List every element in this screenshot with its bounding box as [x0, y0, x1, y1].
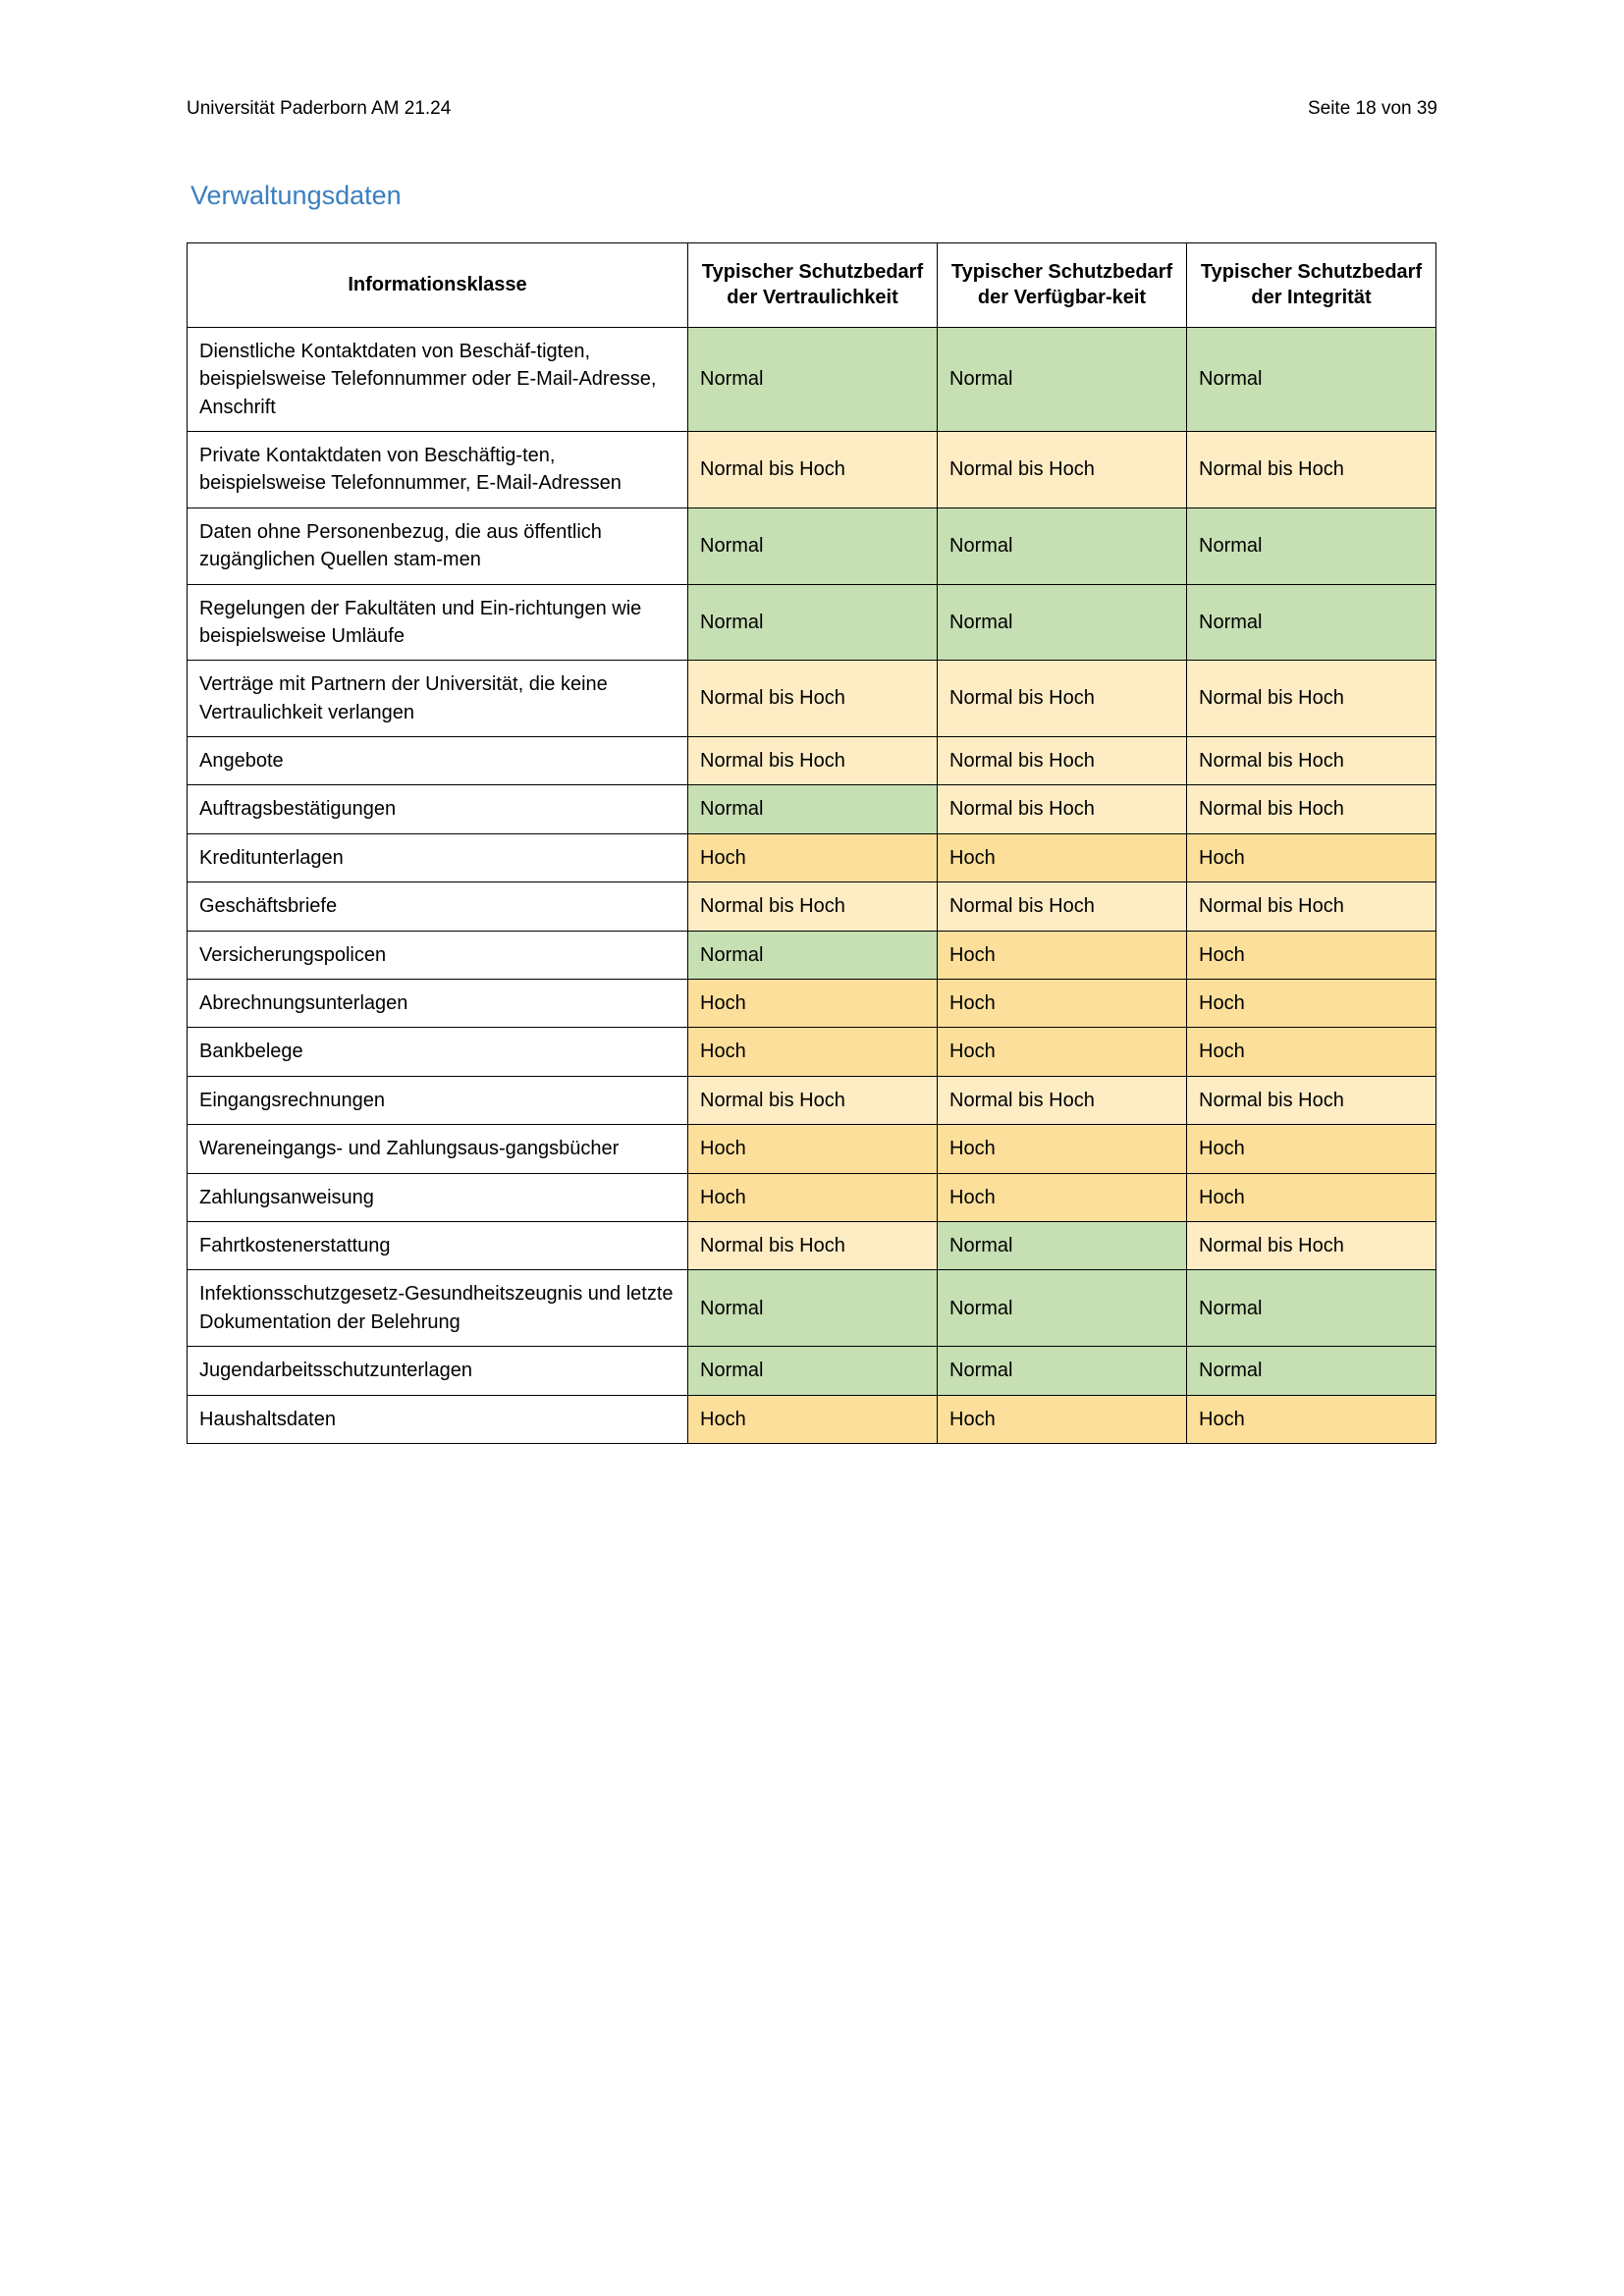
table-row — [188, 1347, 1436, 1395]
table-body — [188, 327, 1436, 1443]
cell-verfuegbarkeit: Hoch — [938, 980, 1187, 1028]
cell-verfuegbarkeit: Hoch — [938, 1028, 1187, 1076]
cell-integritaet: Normal bis Hoch — [1187, 882, 1436, 931]
cell-informationsklasse: Eingangsrechnungen — [188, 1076, 688, 1124]
cell-informationsklasse: Abrechnungsunterlagen — [188, 980, 688, 1028]
cell-verfuegbarkeit: Normal bis Hoch — [938, 882, 1187, 931]
cell-informationsklasse: Auftragsbestätigungen — [188, 785, 688, 833]
table-row — [188, 882, 1436, 931]
cell-verfuegbarkeit: Hoch — [938, 931, 1187, 979]
cell-vertraulichkeit: Hoch — [688, 833, 938, 881]
cell-informationsklasse: Versicherungspolicen — [188, 931, 688, 979]
cell-integritaet: Normal bis Hoch — [1187, 737, 1436, 785]
cell-verfuegbarkeit: Hoch — [938, 833, 1187, 881]
cell-vertraulichkeit: Normal — [688, 785, 938, 833]
cell-integritaet: Normal — [1187, 1270, 1436, 1347]
table-header — [188, 243, 1436, 328]
cell-integritaet: Hoch — [1187, 931, 1436, 979]
table-row — [188, 980, 1436, 1028]
cell-integritaet: Hoch — [1187, 980, 1436, 1028]
cell-vertraulichkeit: Hoch — [688, 1395, 938, 1443]
cell-verfuegbarkeit: Normal — [938, 1270, 1187, 1347]
table-row — [188, 1125, 1436, 1173]
header-page-number: Seite 18 von 39 — [1307, 98, 1437, 119]
table-row — [188, 1173, 1436, 1221]
table-row — [188, 1221, 1436, 1269]
cell-informationsklasse: Private Kontaktdaten von Beschäftig-ten, beispielsweise Telefonnummer, E-Mail-Adressen — [188, 431, 688, 507]
cell-integritaet: Hoch — [1187, 1125, 1436, 1173]
cell-verfuegbarkeit: Normal — [938, 507, 1187, 584]
cell-informationsklasse: Jugendarbeitsschutzunterlagen — [188, 1347, 688, 1395]
page-title: Verwaltungsdaten — [190, 181, 402, 210]
cell-vertraulichkeit: Hoch — [688, 1173, 938, 1221]
cell-informationsklasse: Daten ohne Personenbezug, die aus öffentlich zugänglichen Quellen stam-men — [188, 507, 688, 584]
cell-informationsklasse: Wareneingangs- und Zahlungsaus-gangsbücher — [188, 1125, 688, 1173]
cell-vertraulichkeit: Normal — [688, 507, 938, 584]
cell-informationsklasse: Kreditunterlagen — [188, 833, 688, 881]
cell-informationsklasse: Infektionsschutzgesetz-Gesundheitszeugnis und letzte Dokumentation der Belehrung — [188, 1270, 688, 1347]
cell-vertraulichkeit: Normal — [688, 1270, 938, 1347]
column-header-verfuegbarkeit: Typischer Schutzbedarf der Verfügbar-keit — [938, 243, 1187, 328]
table-row — [188, 737, 1436, 785]
column-header-informationsklasse: Informationsklasse — [188, 243, 688, 328]
table-row — [188, 1270, 1436, 1347]
cell-vertraulichkeit: Normal bis Hoch — [688, 882, 938, 931]
cell-verfuegbarkeit: Normal bis Hoch — [938, 1076, 1187, 1124]
cell-vertraulichkeit: Normal — [688, 584, 938, 661]
cell-verfuegbarkeit: Hoch — [938, 1125, 1187, 1173]
cell-integritaet: Normal bis Hoch — [1187, 1221, 1436, 1269]
cell-informationsklasse: Geschäftsbriefe — [188, 882, 688, 931]
cell-vertraulichkeit: Normal bis Hoch — [688, 661, 938, 737]
cell-integritaet: Hoch — [1187, 833, 1436, 881]
cell-verfuegbarkeit: Normal — [938, 584, 1187, 661]
cell-verfuegbarkeit: Hoch — [938, 1395, 1187, 1443]
cell-vertraulichkeit: Hoch — [688, 980, 938, 1028]
cell-integritaet: Hoch — [1187, 1173, 1436, 1221]
cell-informationsklasse: Angebote — [188, 737, 688, 785]
table-row — [188, 833, 1436, 881]
cell-verfuegbarkeit: Normal bis Hoch — [938, 661, 1187, 737]
cell-vertraulichkeit: Hoch — [688, 1125, 938, 1173]
cell-verfuegbarkeit: Normal bis Hoch — [938, 785, 1187, 833]
cell-integritaet: Normal bis Hoch — [1187, 1076, 1436, 1124]
cell-verfuegbarkeit: Normal — [938, 1221, 1187, 1269]
cell-integritaet: Normal — [1187, 584, 1436, 661]
cell-integritaet: Hoch — [1187, 1028, 1436, 1076]
table-row — [188, 931, 1436, 979]
cell-verfuegbarkeit: Hoch — [938, 1173, 1187, 1221]
table-row — [188, 327, 1436, 431]
table-row — [188, 431, 1436, 507]
cell-integritaet: Normal bis Hoch — [1187, 661, 1436, 737]
cell-informationsklasse: Bankbelege — [188, 1028, 688, 1076]
table-row — [188, 1076, 1436, 1124]
cell-verfuegbarkeit: Normal — [938, 327, 1187, 431]
cell-integritaet: Normal — [1187, 1347, 1436, 1395]
cell-informationsklasse: Dienstliche Kontaktdaten von Beschäf-tigten, beispielsweise Telefonnummer oder E-Mail-Adresse, Anschrift — [188, 327, 688, 431]
column-header-vertraulichkeit: Typischer Schutzbedarf der Vertraulichkeit — [688, 243, 938, 328]
cell-vertraulichkeit: Normal bis Hoch — [688, 737, 938, 785]
column-header-integritaet: Typischer Schutzbedarf der Integrität — [1187, 243, 1436, 328]
cell-informationsklasse: Regelungen der Fakultäten und Ein-richtungen wie beispielsweise Umläufe — [188, 584, 688, 661]
cell-integritaet: Hoch — [1187, 1395, 1436, 1443]
cell-vertraulichkeit: Normal bis Hoch — [688, 1076, 938, 1124]
cell-integritaet: Normal bis Hoch — [1187, 785, 1436, 833]
cell-verfuegbarkeit: Normal bis Hoch — [938, 431, 1187, 507]
page-header — [187, 98, 1437, 120]
cell-verfuegbarkeit: Normal bis Hoch — [938, 737, 1187, 785]
table-row — [188, 584, 1436, 661]
table-header-row — [188, 243, 1436, 328]
cell-vertraulichkeit: Hoch — [688, 1028, 938, 1076]
table-row — [188, 507, 1436, 584]
cell-vertraulichkeit: Normal — [688, 931, 938, 979]
cell-vertraulichkeit: Normal bis Hoch — [688, 1221, 938, 1269]
cell-integritaet: Normal — [1187, 507, 1436, 584]
table-row — [188, 1395, 1436, 1443]
cell-verfuegbarkeit: Normal — [938, 1347, 1187, 1395]
cell-integritaet: Normal — [1187, 327, 1436, 431]
cell-informationsklasse: Fahrtkostenerstattung — [188, 1221, 688, 1269]
table-row — [188, 785, 1436, 833]
header-left-text: Universität Paderborn AM 21.24 — [187, 98, 452, 119]
cell-informationsklasse: Zahlungsanweisung — [188, 1173, 688, 1221]
cell-vertraulichkeit: Normal — [688, 327, 938, 431]
schutzbedarf-table — [187, 242, 1436, 1444]
cell-vertraulichkeit: Normal bis Hoch — [688, 431, 938, 507]
cell-informationsklasse: Verträge mit Partnern der Universität, die keine Vertraulichkeit verlangen — [188, 661, 688, 737]
cell-integritaet: Normal bis Hoch — [1187, 431, 1436, 507]
table-row — [188, 1028, 1436, 1076]
cell-vertraulichkeit: Normal — [688, 1347, 938, 1395]
table-row — [188, 661, 1436, 737]
cell-informationsklasse: Haushaltsdaten — [188, 1395, 688, 1443]
